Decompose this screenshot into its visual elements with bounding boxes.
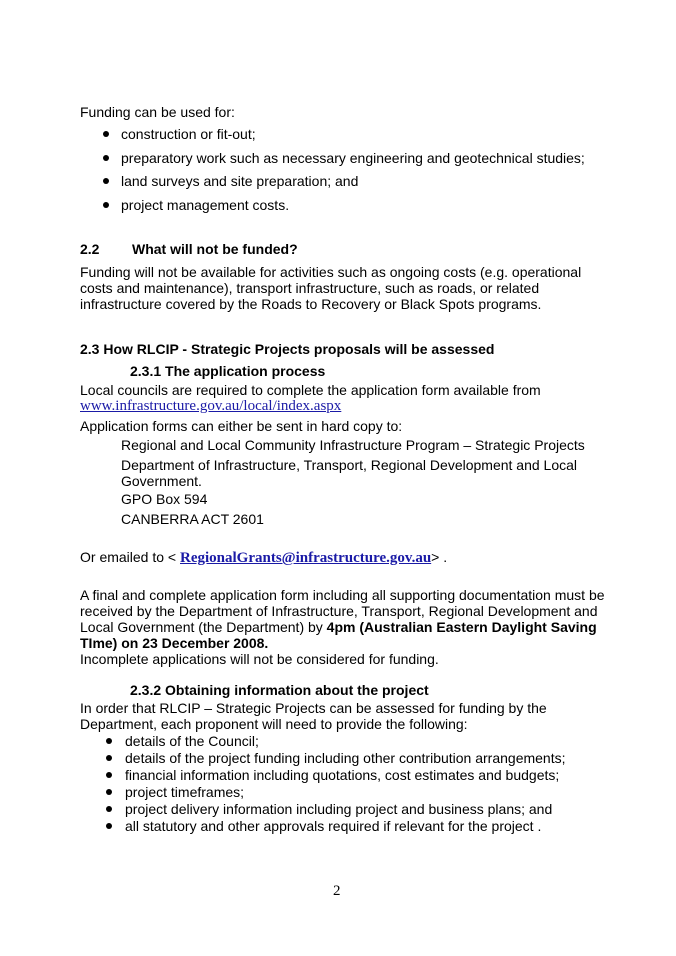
section-number: 2.2 <box>80 241 100 257</box>
list-item: land surveys and site preparation; and <box>121 173 359 189</box>
subsection-heading: 2.3.2 Obtaining information about the project <box>130 682 429 698</box>
address-line: GPO Box 594 <box>121 491 208 507</box>
bullet-icon <box>106 789 112 795</box>
bullet-icon <box>103 202 109 208</box>
paragraph-line: A final and complete application form including all supporting documentation must be <box>80 587 605 603</box>
paragraph-line: In order that RLCIP – Strategic Projects can be assessed for funding by the <box>80 700 547 716</box>
bullet-icon <box>106 823 112 829</box>
paragraph-line: Incomplete applications will not be considered for funding. <box>80 651 439 667</box>
list-item: project timeframes; <box>125 784 245 800</box>
paragraph-line: infrastructure covered by the Roads to Recovery or Black Spots programs. <box>80 296 542 312</box>
email-line <box>80 549 447 566</box>
list-item: details of the Council; <box>125 733 259 749</box>
paragraph-line: Application forms can either be sent in hard copy to: <box>80 418 403 434</box>
application-form-link[interactable]: www.infrastructure.gov.au/local/index.aspx <box>80 398 342 414</box>
email-prefix: Or emailed to < <box>80 549 180 565</box>
deadline-lead: Local Government (the Department) by <box>80 619 327 635</box>
paragraph-line: Local councils are required to complete the application form available from <box>80 382 541 398</box>
section-heading: 2.3 How RLCIP - Strategic Projects proposals will be assessed <box>80 341 495 357</box>
paragraph-line <box>80 619 597 635</box>
list-item: all statutory and other approvals required if relevant for the project . <box>125 818 542 834</box>
address-line: Regional and Local Community Infrastructure Program – Strategic Projects <box>121 437 585 453</box>
bullet-icon <box>103 131 109 137</box>
email-link[interactable]: RegionalGrants@infrastructure.gov.au <box>180 550 432 566</box>
paragraph-line: received by the Department of Infrastructure, Transport, Regional Development and <box>80 603 598 619</box>
bullet-icon <box>106 772 112 778</box>
section-heading: What will not be funded? <box>132 241 298 257</box>
deadline-bold: 4pm (Australian Eastern Daylight Saving <box>326 619 597 635</box>
address-line: Department of Infrastructure, Transport, Regional Development and Local <box>121 457 578 473</box>
list-item: project delivery information including project and business plans; and <box>125 801 553 817</box>
page-number: 2 <box>333 883 341 899</box>
bullet-icon <box>106 738 112 744</box>
bullet-icon <box>106 806 112 812</box>
list-item: details of the project funding including other contribution arrangements; <box>125 750 566 766</box>
deadline-bold-cont: TIme) on 23 December 2008. <box>80 635 269 651</box>
address-line: Government. <box>121 473 202 489</box>
list-item: project management costs. <box>121 197 290 213</box>
bullet-icon <box>103 178 109 184</box>
email-suffix: > . <box>431 549 448 565</box>
address-line: CANBERRA ACT 2601 <box>121 511 264 527</box>
list-item: construction or fit-out; <box>121 126 256 142</box>
paragraph-line: Department, each proponent will need to provide the following: <box>80 716 468 732</box>
list-item: preparatory work such as necessary engineering and geotechnical studies; <box>121 150 585 166</box>
paragraph-line: Funding will not be available for activities such as ongoing costs (e.g. operational <box>80 264 582 280</box>
bullet-icon <box>106 755 112 761</box>
subsection-heading: 2.3.1 The application process <box>130 363 326 379</box>
list-item: financial information including quotations, cost estimates and budgets; <box>125 767 560 783</box>
funding-intro: Funding can be used for: <box>80 104 235 120</box>
bullet-icon <box>103 155 109 161</box>
paragraph-line: costs and maintenance), transport infrastructure, such as roads, or related <box>80 280 540 296</box>
